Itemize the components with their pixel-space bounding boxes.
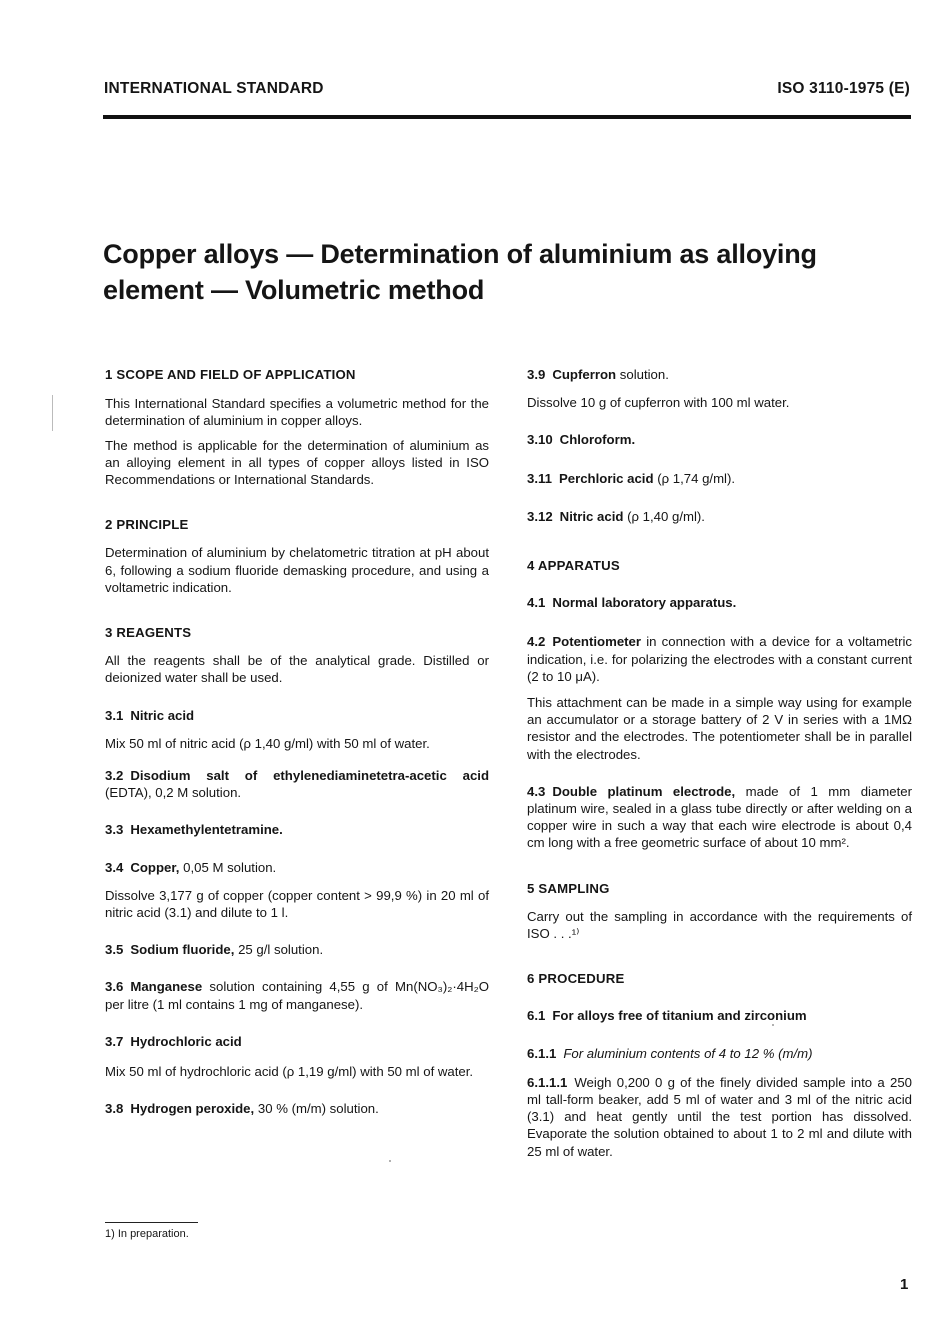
reagent-3-5-number: 3.5 bbox=[105, 942, 124, 958]
reagent-3-7 bbox=[105, 1033, 489, 1050]
apparatus-4-3-rest: made of 1 mm diameter platinum wire, sealed in a glass tube directly or after welding on a copper wire in such a way that each wire electrode is about 0,4 cm long with a free geometric surface of about 10 mm². bbox=[527, 783, 912, 851]
apparatus-4-2-text: This attachment can be made in a simple way using for example an accumulator or a storage battery of 2 V in series with a 1MΩ resistor and the electrodes. The potentiometer shall be in parallel with the electrodes. bbox=[527, 695, 912, 762]
apparatus-4-1-number: 4.1 bbox=[527, 595, 546, 611]
reagent-3-8-name: Hydrogen peroxide, bbox=[130, 1101, 255, 1117]
procedure-6-1-1-1-text: Weigh 0,200 0 g of the finely divided sample into a 250 ml tall-form beaker, add 5 ml of water and 3 ml of the nitric acid (3.1) and heat gently until the test portion has dissolved. Evaporate the solution obtained to about 1 to 2 ml and dilute with 25 ml of water. bbox=[527, 1074, 912, 1159]
procedure-6-1-1 bbox=[527, 1045, 912, 1062]
principle-paragraph: Determination of aluminium by chelatometric titration at pH about 6, following a sodium fluoride demasking procedure, and using a voltametric indication. bbox=[105, 545, 489, 595]
reagents-paragraph: All the reagents shall be of the analytical grade. Distilled or deionized water shall be used. bbox=[105, 653, 489, 686]
reagent-3-7-number: 3.7 bbox=[105, 1033, 124, 1049]
reagent-3-3-number: 3.3 bbox=[105, 822, 124, 838]
reagent-3-12-number: 3.12 bbox=[527, 508, 553, 524]
reagent-3-6 bbox=[105, 978, 489, 1012]
margin-mark bbox=[52, 395, 53, 431]
reagent-3-2-number: 3.2 bbox=[105, 768, 124, 784]
reagent-3-8-rest: 30 % (m/m) solution. bbox=[257, 1101, 379, 1117]
reagent-3-10-number: 3.10 bbox=[527, 432, 553, 448]
reagent-3-4-rest: 0,05 M solution. bbox=[183, 859, 277, 875]
title-line-1: Copper alloys — Determination of aluminium as alloying bbox=[103, 239, 817, 269]
section-heading-scope: 1 SCOPE AND FIELD OF APPLICATION bbox=[105, 367, 356, 382]
reagent-3-7-text: Mix 50 ml of hydrochloric acid (ρ 1,19 g/ml) with 50 ml of water. bbox=[105, 1064, 474, 1080]
reagent-3-6-rest: solution containing 4,55 g of Mn(NO₃)₂·4H₂O per litre (1 ml contains 1 mg of manganese). bbox=[105, 979, 489, 1012]
apparatus-4-2-name: Potentiometer bbox=[552, 634, 642, 650]
reagent-3-3 bbox=[105, 821, 489, 838]
reagent-3-9-text: Dissolve 10 g of cupferron with 100 ml water. bbox=[527, 395, 790, 411]
left-column bbox=[105, 366, 489, 1117]
reagent-3-12 bbox=[527, 508, 912, 525]
reagent-3-9-number: 3.9 bbox=[527, 367, 546, 382]
reagent-3-11-number: 3.11 bbox=[527, 470, 552, 486]
apparatus-4-3 bbox=[527, 783, 912, 852]
procedure-6-1 bbox=[527, 1007, 912, 1024]
reagent-3-9 bbox=[527, 366, 912, 383]
apparatus-4-1-name: Normal laboratory apparatus. bbox=[552, 595, 737, 611]
reagent-3-11-name: Perchloric acid bbox=[558, 470, 654, 486]
reagent-3-5-name: Sodium fluoride, bbox=[130, 942, 235, 958]
reagent-3-2 bbox=[105, 767, 489, 801]
reagent-3-5 bbox=[105, 941, 489, 958]
reagent-3-3-name: Hexamethylentetramine. bbox=[130, 822, 283, 838]
footnote-rule bbox=[105, 1222, 198, 1223]
reagent-3-8-number: 3.8 bbox=[105, 1101, 124, 1117]
reagent-3-6-number: 3.6 bbox=[105, 979, 124, 995]
reagent-3-4-text: Dissolve 3,177 g of copper (copper content > 99,9 %) in 20 ml of nitric acid (3.1) and dilute to 1 l. bbox=[105, 887, 489, 921]
reagent-3-10-name: Chloroform. bbox=[559, 432, 636, 448]
scan-speck bbox=[772, 1024, 774, 1026]
procedure-6-1-1-1-number: 6.1.1.1 bbox=[527, 1074, 568, 1090]
procedure-6-1-name: For alloys free of titanium and zirconium bbox=[552, 1008, 807, 1024]
procedure-6-1-1-text: For aluminium contents of 4 to 12 % (m/m) bbox=[563, 1045, 813, 1061]
reagent-3-4-number: 3.4 bbox=[105, 859, 124, 875]
apparatus-4-2-rest: in connection with a device for a voltametric indication, i.e. for polarizing the electrodes with a constant current (2 to 10 μA). bbox=[527, 634, 912, 684]
reagent-3-9-name: Cupferron bbox=[552, 367, 617, 382]
reagent-3-11 bbox=[527, 470, 912, 487]
scan-speck bbox=[389, 1160, 391, 1162]
apparatus-4-3-name: Double platinum electrode, bbox=[552, 783, 736, 799]
reagent-3-8 bbox=[105, 1100, 489, 1117]
reagent-3-2-name: Disodium salt of ethylenediaminetetra-acetic acid bbox=[130, 768, 489, 784]
section-heading-reagents: 3 REAGENTS bbox=[105, 625, 192, 641]
header-standard-number: ISO 3110-1975 (E) bbox=[777, 80, 910, 97]
right-column bbox=[527, 366, 912, 1160]
reagent-3-4 bbox=[105, 859, 489, 876]
procedure-6-1-number: 6.1 bbox=[527, 1008, 546, 1024]
reagent-3-12-rest: (ρ 1,40 g/ml). bbox=[627, 508, 705, 524]
reagent-3-2-rest: (EDTA), 0,2 M solution. bbox=[105, 785, 242, 801]
reagent-3-9-rest: solution. bbox=[619, 367, 669, 382]
reagent-3-11-rest: (ρ 1,74 g/ml). bbox=[657, 470, 736, 486]
header-rule bbox=[103, 115, 911, 119]
reagent-3-4-name: Copper, bbox=[130, 859, 180, 875]
scope-paragraph-2: The method is applicable for the determination of aluminium as an alloying element in all types of copper alloys listed in ISO Recommendations or International Standards. bbox=[105, 437, 489, 488]
reagent-3-6-name: Manganese bbox=[130, 979, 203, 995]
apparatus-4-2-number: 4.2 bbox=[527, 634, 546, 650]
footnote: 1) In preparation. bbox=[105, 1228, 189, 1240]
apparatus-4-2 bbox=[527, 633, 912, 685]
reagent-3-10 bbox=[527, 431, 912, 448]
reagent-3-5-rest: 25 g/l solution. bbox=[238, 942, 324, 958]
reagent-3-12-name: Nitric acid bbox=[559, 508, 624, 524]
apparatus-4-3-number: 4.3 bbox=[527, 783, 546, 799]
reagent-3-1-number: 3.1 bbox=[105, 707, 124, 723]
section-heading-procedure: 6 PROCEDURE bbox=[527, 971, 625, 987]
reagent-3-7-name: Hydrochloric acid bbox=[130, 1033, 242, 1049]
document-title bbox=[103, 236, 883, 308]
reagent-3-1-text: Mix 50 ml of nitric acid (ρ 1,40 g/ml) with 50 ml of water. bbox=[105, 735, 430, 751]
section-heading-apparatus: 4 APPARATUS bbox=[527, 558, 620, 574]
section-heading-principle: 2 PRINCIPLE bbox=[105, 517, 189, 533]
apparatus-4-1 bbox=[527, 594, 912, 611]
header-title: INTERNATIONAL STANDARD bbox=[104, 80, 324, 97]
reagent-3-1-name: Nitric acid bbox=[130, 707, 195, 723]
scope-paragraph-1: This International Standard specifies a volumetric method for the determination of aluminium in copper alloys. bbox=[105, 396, 489, 429]
section-heading-sampling: 5 SAMPLING bbox=[527, 880, 610, 896]
page-number: 1 bbox=[900, 1276, 909, 1293]
reagent-3-1 bbox=[105, 707, 489, 724]
sampling-paragraph: Carry out the sampling in accordance with the requirements of ISO . . .¹⁾ bbox=[527, 908, 912, 942]
title-line-2: element — Volumetric method bbox=[103, 275, 485, 305]
procedure-6-1-1-number: 6.1.1 bbox=[527, 1045, 557, 1061]
procedure-6-1-1-1 bbox=[527, 1074, 912, 1160]
